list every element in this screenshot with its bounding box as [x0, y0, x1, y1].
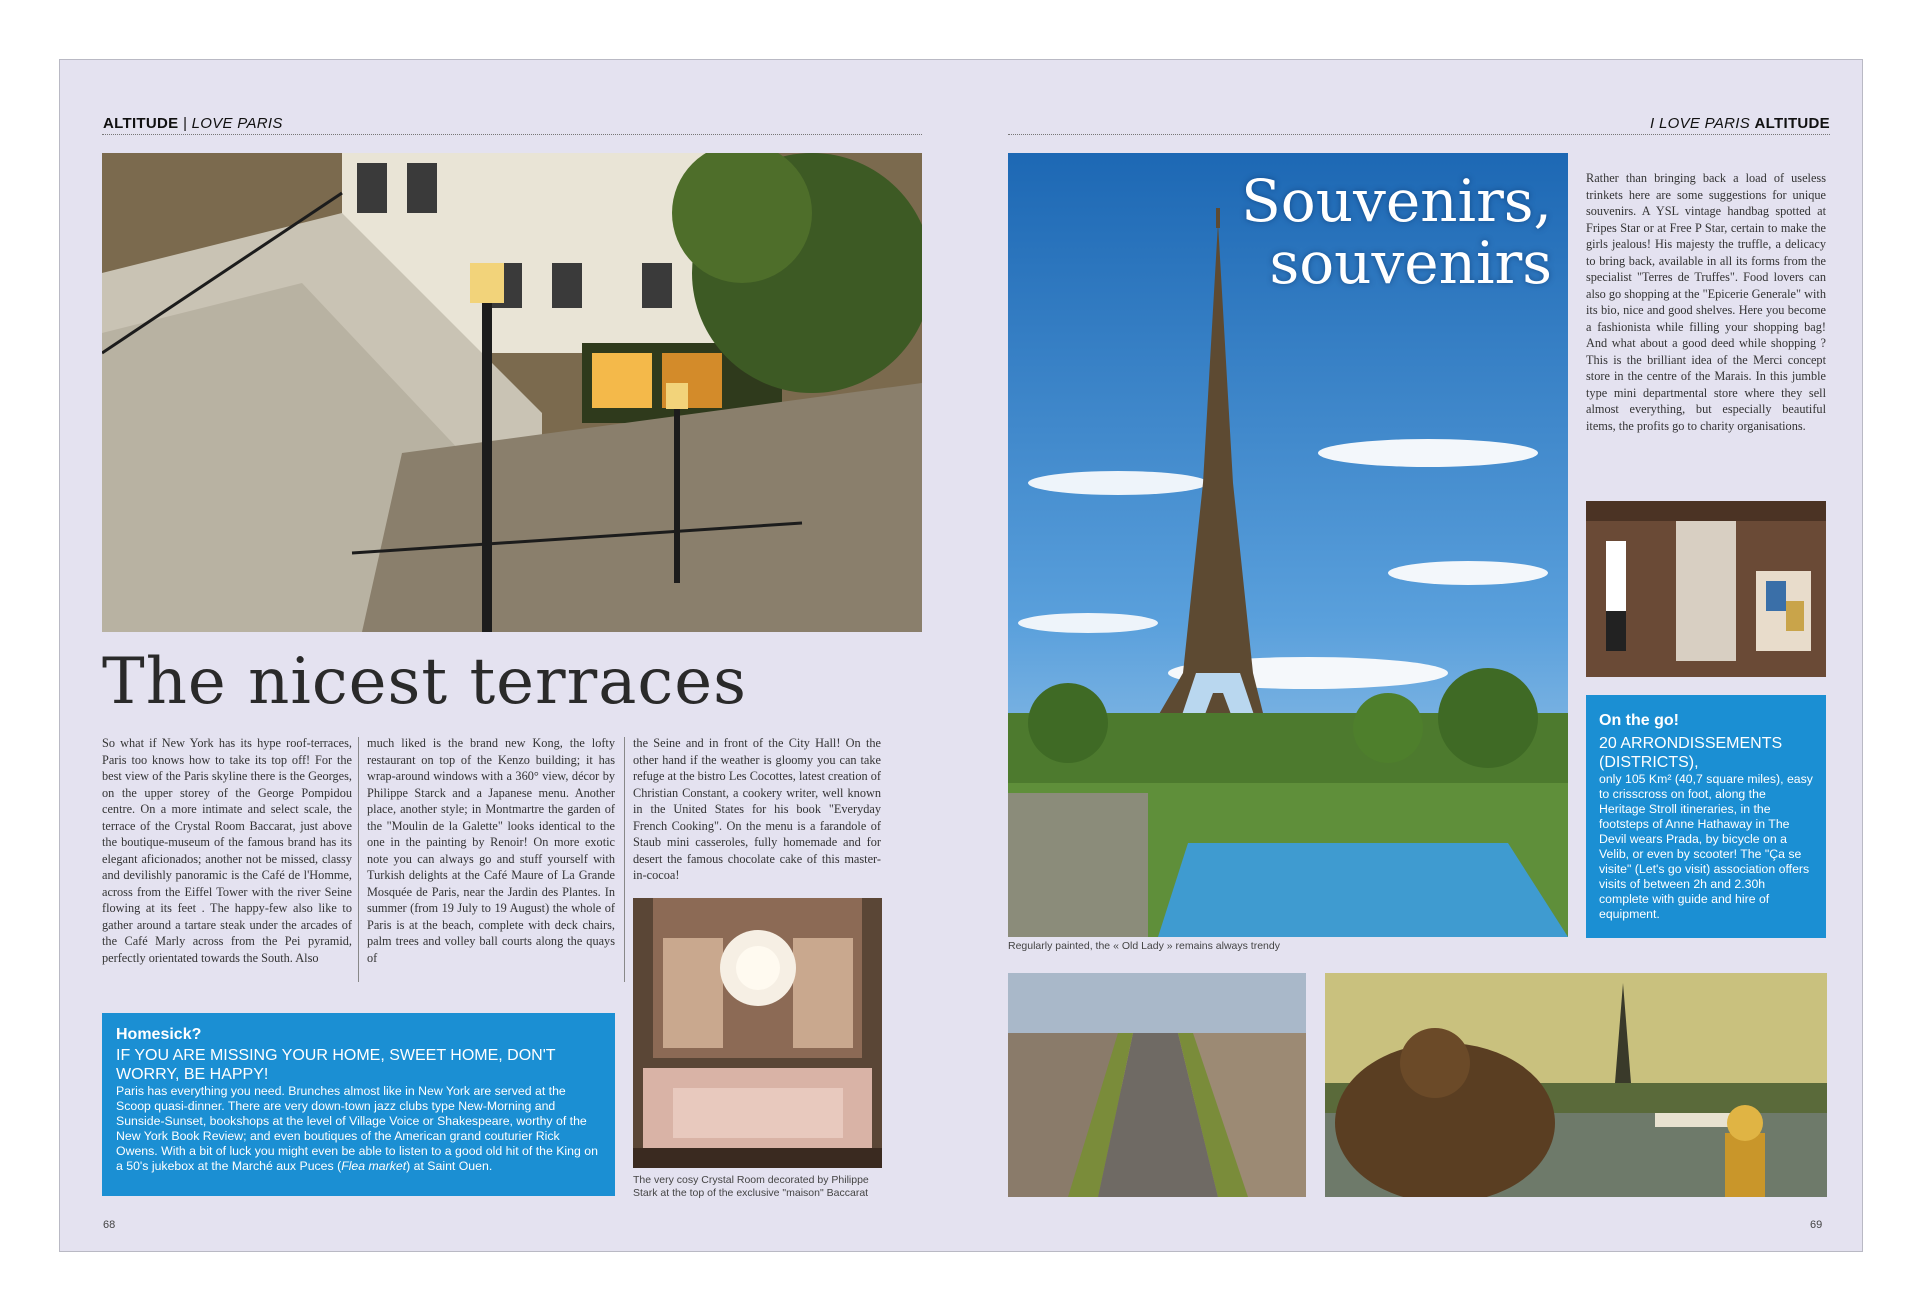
on-the-go-body: only 105 Km² (40,7 square miles), easy to crisscross on foot, along the Heritage Stroll itineraries, in the footsteps of Anne Hathaway in The Devil wears Prada, by bicycle on a Velib, or even by scooter! The "Ça se visite" (Let's go visit) association offers visits of between 2h and 2.30h complete with guide and hire of equipment.: [1599, 772, 1813, 921]
header-rule-right: [1008, 134, 1830, 135]
homesick-box: [102, 1013, 615, 1196]
montmartre-photo: [102, 153, 922, 632]
article-column-2: much liked is the brand new Kong, the lofty restaurant on top of the Kenzo building; it has wrap-around windows with a 360° view, décor by Philippe Starck and a Japanese menu. Another place, another style; in Montmartre the garden of the "Moulin de la Galette" looks identical to the one in the painting by Renoir! On more exotic note you can always go and stuff yourself with Turkish delights at the Café Maure of La Grande Mosquée de Paris, near the Jardin des Plantes. In summer (from 19 July to 19 August) the whole of Paris is at the beach, complete with deck chairs, palm trees and volley ball courts along the quays of: [367, 736, 615, 965]
page-title-souvenirs: Souvenirs, souvenirs: [1241, 167, 1552, 297]
page-number-right: 69: [1810, 1219, 1823, 1231]
homesick-subtitle: IF YOU ARE MISSING YOUR HOME, SWEET HOME, DON'T WORRY, BE HAPPY!: [116, 1047, 556, 1083]
header-right: I LOVE PARIS ALTITUDE: [1650, 115, 1830, 132]
shop-interior-photo: [1586, 501, 1826, 677]
column-divider: [624, 737, 625, 982]
on-the-go-subtitle: 20 ARRONDISSEMENTS (DISTRICTS),: [1599, 735, 1783, 771]
souvenirs-body: Rather than bringing back a load of useless trinkets here are some suggestions for unique souvenirs. A YSL vintage handbag spotted at Fripes Star or at Free P Star, certain to make the girls jealous! His majesty the truffle, a delicacy to bring back, available in all its forms from the specialist "Terres de Truffes". Food lovers can also go shopping at the "Epicerie Generale" with its bio, nice and good shelves. Here you become a fashionista while filling your shopping bag! And what about a good deed while shopping ? This is the brilliant idea of the Merci concept store in the centre of the Marais. In this jumble type mini departmental store where they sell almost everything, but especially beautiful items, the profits go to charity organisations.: [1586, 171, 1826, 433]
crystal-room-caption: The very cosy Crystal Room decorated by Philippe Stark at the top of the exclusive "maison" Baccarat: [633, 1174, 869, 1199]
on-the-go-title: On the go!: [1599, 712, 1679, 729]
seine-statue-photo: [1325, 973, 1827, 1197]
crystal-room-photo: [633, 898, 882, 1168]
champs-elysees-photo: [1008, 973, 1306, 1197]
page-number-left: 68: [103, 1219, 116, 1231]
eiffel-caption: Regularly painted, the « Old Lady » remains always trendy: [1008, 940, 1280, 952]
homesick-title: Homesick?: [116, 1026, 202, 1043]
header-left: ALTITUDE | LOVE PARIS: [103, 115, 283, 132]
column-divider: [358, 737, 359, 982]
on-the-go-box: [1586, 695, 1826, 938]
header-rule-left: [102, 134, 922, 135]
homesick-body: Paris has everything you need. Brunches almost like in New York are served at the Scoop quasi-dinner. There are very down-town jazz clubs type New-Morning and Sunside-Sunset, bookshops at the level of Village Voice or Shakespeare, worthy of the New York Book Review; and even boutiques of the American grand couturier Rick Owens. With a bit of luck you might even be able to listen to a good old hit of the King on a 50's jukebox at the Marché aux Puces (Flea market) at Saint Ouen.: [116, 1084, 598, 1173]
article-column-3: the Seine and in front of the City Hall! On the other hand if the weather is gloomy you can take refuge at the bistro Les Cocottes, latest creation of Christian Constant, a cookery writer, well known in the United States for his book "Everyday French Cooking". On the menu is a farandole of Staub mini casseroles, fully homemade and for desert the famous chocolate cake of this master-in-cocoa!: [633, 736, 881, 882]
page-title-terraces: The nicest terraces: [102, 645, 747, 719]
article-column-1: So what if New York has its hype roof-terraces, Paris too knows how to take its top off! For the best view of the Paris skyline there is the Georges, on the upper storey of the George Pompidou centre. On a more intimate and select scale, the terrace of the Crystal Room Baccarat, just above the boutique-museum of the famous brand has its elegant aficionados; another not be missed, classy and devilishly panoramic is the Café de l'Homme, across from the Eiffel Tower with the river Seine flowing at its feet . The happy-few also like to gather around a tartare steak under the arcades of the Café Marly across from the Pei pyramid, perfectly orientated towards the South. Also: [102, 736, 352, 965]
